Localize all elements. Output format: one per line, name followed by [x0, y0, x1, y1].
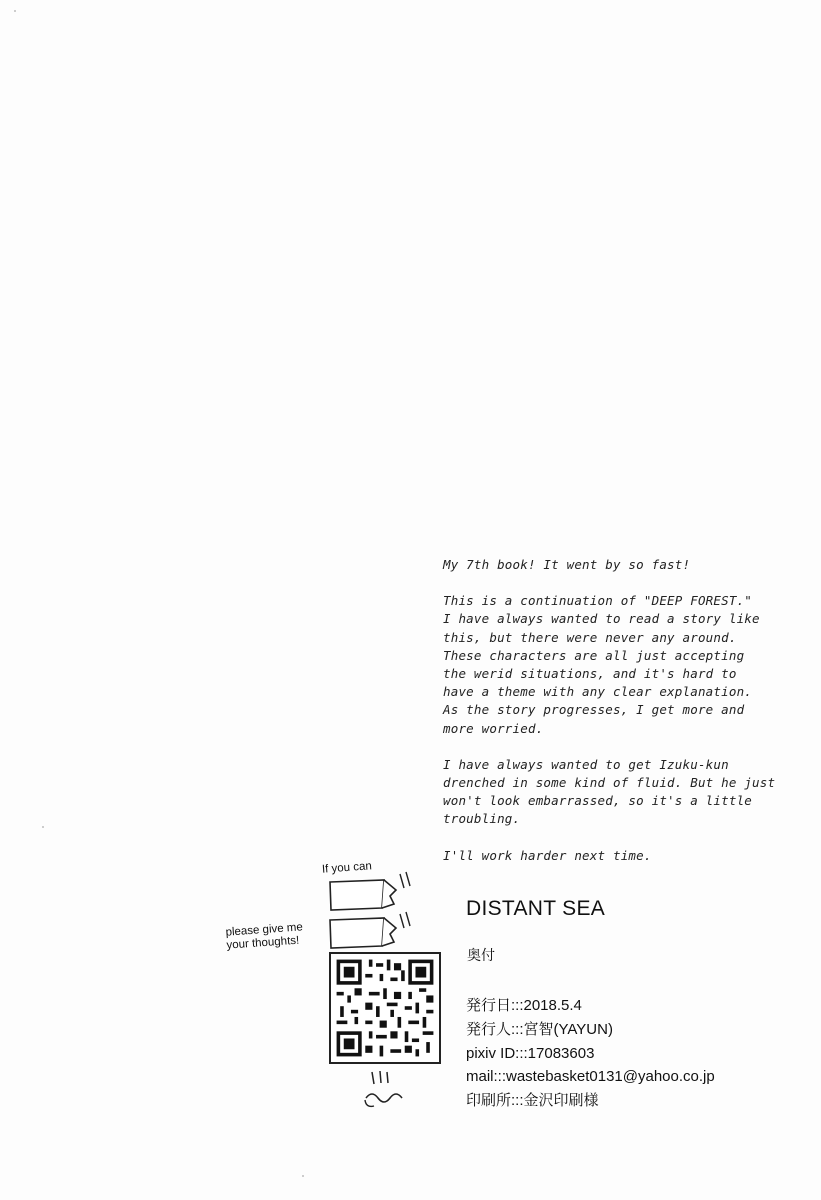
afterword-line: troubling.	[443, 811, 521, 827]
colophon-title: DISTANT SEA	[466, 897, 606, 920]
afterword-line: won't look embarrassed, so it's a little	[443, 793, 753, 809]
afterword-line: My 7th book! It went by so fast!	[443, 557, 691, 572]
afterword-line: more worried.	[443, 720, 544, 736]
face-doodle	[362, 1068, 412, 1113]
bubble-line: your thoughts!	[226, 934, 300, 952]
afterword-paragraph-2	[443, 592, 788, 738]
paper-speck	[42, 826, 44, 828]
afterword-line: These characters are all just accepting	[443, 647, 745, 663]
afterword-line: drenched in some kind of fluid. But he just	[443, 775, 776, 791]
paper-speck	[14, 10, 16, 12]
mail-address: mail:::wastebasket0131@yahoo.co.jp	[466, 1068, 715, 1086]
publication-date: 発行日:::2018.5.4	[466, 997, 582, 1014]
colophon-details	[466, 994, 715, 1113]
publisher: 発行人:::宮智(YAYUN)	[466, 1020, 613, 1038]
note-strips-doodle	[320, 868, 430, 958]
afterword-paragraph-4	[443, 847, 788, 865]
paper-speck	[302, 1175, 304, 1177]
afterword-line: As the story progresses, I get more and	[443, 702, 745, 718]
afterword-line: This is a continuation of "DEEP FOREST."	[443, 593, 753, 609]
afterword-paragraph-3	[443, 756, 788, 829]
afterword-line: have a theme with any clear explanation.	[443, 684, 753, 700]
afterword-line: this, but there were never any around.	[443, 629, 737, 645]
bubble-text-if-you-can: If you can	[321, 860, 373, 876]
qr-code-icon	[329, 952, 441, 1064]
afterword-paragraph-1	[443, 556, 788, 574]
afterword	[443, 556, 788, 883]
pixiv-id: pixiv ID:::17083603	[466, 1044, 595, 1062]
afterword-line: the werid situations, and it's hard to	[443, 666, 737, 682]
bubble-line: please give me	[225, 921, 304, 939]
afterword-line: I'll work harder next time.	[443, 847, 652, 863]
afterword-line: I have always wanted to read a story like	[443, 611, 760, 627]
qr-code-pattern	[333, 956, 437, 1060]
colophon-subtitle: 奥付	[467, 948, 495, 964]
printer: 印刷所:::金沢印刷様	[466, 1092, 599, 1110]
afterword-line: I have always wanted to get Izuku-kun	[443, 756, 729, 772]
bubble-text-thoughts	[225, 921, 304, 952]
